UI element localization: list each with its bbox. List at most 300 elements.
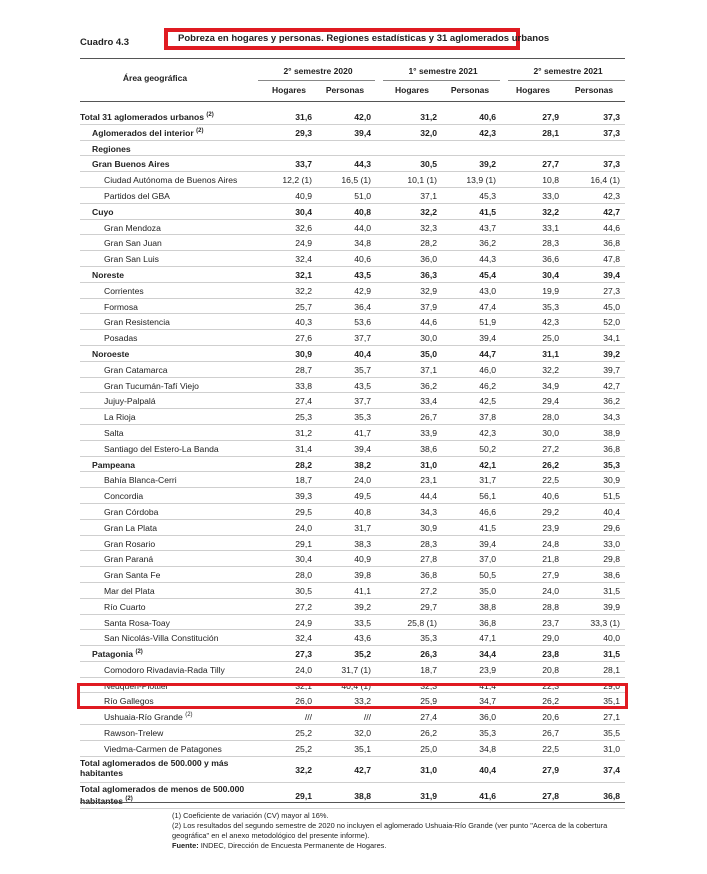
cell-value: 32,2 [420, 206, 437, 217]
cell-value: 35,0 [479, 585, 496, 596]
table-row [80, 235, 625, 251]
table-row [80, 472, 625, 488]
footnote-ref: (2) [185, 712, 193, 719]
row-label [92, 349, 129, 359]
cell-value: 44,0 [354, 222, 371, 233]
cell-value: 43,7 [479, 222, 496, 233]
row-label [92, 128, 203, 138]
row-label-text: Gran Santa Fe [104, 570, 161, 581]
footnote-ref: (2) [125, 795, 133, 802]
row-label-text: Gran Rosario [104, 538, 156, 549]
top-rule [80, 58, 625, 59]
cell-value: 27,8 [542, 790, 559, 801]
cell-value: 53,6 [354, 317, 371, 328]
cell-value: 38,9 [603, 427, 620, 438]
cell-value: 33,3 (1) [590, 617, 620, 628]
cell-value: /// [363, 712, 371, 723]
cell-value: 28,3 [420, 538, 437, 549]
table-row [80, 504, 625, 520]
cell-value: 51,5 [603, 491, 620, 502]
cell-value: 31,6 [295, 112, 312, 122]
footnote-ref: (2) [135, 649, 143, 656]
cell-value: 27,4 [420, 712, 437, 723]
source-note [172, 841, 632, 851]
cell-value: 32,3 [420, 680, 437, 691]
cell-value: 29,4 [542, 396, 559, 407]
cell-value: 52,0 [603, 317, 620, 328]
table-row [80, 551, 625, 567]
cell-value: 36,8 [603, 238, 620, 249]
row-label [104, 175, 237, 185]
cell-value: 13,9 (1) [466, 175, 496, 186]
cell-value: 19,9 [542, 285, 559, 296]
cell-value: 27,2 [420, 585, 437, 596]
cell-value: 38,6 [603, 570, 620, 581]
row-label-text: Gran Tucumán-Tafí Viejo [104, 380, 199, 391]
cell-value: 40,6 [479, 112, 496, 122]
cell-value: 46,0 [479, 364, 496, 375]
cell-value: 23,1 [420, 475, 437, 486]
cell-value: 47,1 [479, 633, 496, 644]
cell-value: 36,0 [420, 254, 437, 265]
footnote-2: (2) Los resultados del segundo semestre de 2020 no incluyen el aglomerado Ushuaia-Río Grande (ver punto "Acerca de la cobertura geográfica" en el anexo metodológico del presente informe). [172, 821, 608, 840]
cell-value: 33,1 [542, 222, 559, 233]
cell-value: 40,6 [542, 491, 559, 502]
cell-value: 36,6 [542, 254, 559, 265]
cell-value: 37,7 [354, 333, 371, 344]
cell-value: 51,9 [479, 317, 496, 328]
row-label [104, 712, 193, 722]
table-row [80, 409, 625, 425]
table-row [80, 488, 625, 504]
cell-value: 30,4 [295, 206, 312, 217]
col-header: Hogares [271, 85, 306, 95]
cell-value: 26,2 [542, 459, 559, 470]
table-row [80, 251, 625, 267]
cell-value: 39,4 [479, 538, 496, 549]
cell-value: 40,4 (1) [341, 680, 371, 691]
cell-value: 31,4 [295, 443, 312, 454]
cell-value: 29,7 [420, 601, 437, 612]
cell-value: 36,8 [420, 570, 437, 581]
row-label-text: Río Cuarto [104, 601, 146, 612]
row-label-text: Posadas [104, 333, 138, 344]
cell-value: 27,9 [542, 112, 559, 122]
row-label-text: San Nicolás-Villa Constitución [104, 633, 219, 644]
row-label [104, 570, 160, 580]
cell-value: 36,4 [354, 301, 371, 312]
table-row [80, 299, 625, 315]
source-label: Fuente: [172, 841, 199, 850]
cell-value: 26,3 [420, 649, 437, 660]
cell-value: 33,0 [603, 538, 620, 549]
group-rule [508, 80, 625, 81]
table-row [80, 725, 625, 741]
row-label [104, 475, 177, 485]
table-row [80, 314, 625, 330]
cell-value: 29,1 [295, 790, 312, 801]
cell-value: 35,5 [603, 728, 620, 739]
cell-value: 40,0 [603, 633, 620, 644]
row-label-text: Gran Resistencia [104, 317, 170, 328]
row-label-text: Gran Paraná [104, 554, 154, 565]
cell-value: 40,4 [354, 348, 371, 359]
table-row [80, 662, 625, 678]
cell-value: 25,8 (1) [407, 617, 437, 628]
cell-value: 27,9 [542, 764, 559, 775]
footnote-1: (1) Coeficiente de variación (CV) mayor al 16%. [172, 811, 329, 820]
table-row [80, 393, 625, 409]
row-label-text: Rawson-Trelew [104, 728, 164, 739]
cell-value: 31,1 [542, 348, 559, 359]
cell-value: 42,7 [603, 206, 620, 217]
footnote-ref: (2) [196, 127, 204, 134]
cell-value: 44,3 [479, 254, 496, 265]
row-label [104, 412, 136, 422]
cell-value: 22,5 [542, 475, 559, 486]
cell-value: 27,7 [542, 159, 559, 170]
cell-value: 37,1 [420, 364, 437, 375]
cell-value: 33,5 [354, 617, 371, 628]
cell-value: 36,8 [479, 617, 496, 628]
cell-value: 25,0 [420, 743, 437, 754]
cell-value: 35,3 [420, 633, 437, 644]
cell-value: 45,4 [479, 269, 496, 280]
table-row [80, 457, 625, 473]
cell-value: 34,9 [542, 380, 559, 391]
footnote-ref: (2) [206, 112, 214, 119]
cell-value: 32,0 [354, 728, 371, 739]
cell-value: 29,6 [603, 522, 620, 533]
cell-value: 27,3 [295, 649, 312, 660]
row-label [92, 144, 131, 154]
row-label-text: Gran Córdoba [104, 506, 159, 517]
cell-value: 25,3 [295, 412, 312, 423]
cell-value: 44,3 [354, 159, 371, 170]
cell-value: 31,7 (1) [341, 664, 371, 675]
cell-value: 35,1 [354, 743, 371, 754]
cell-value: 39,7 [603, 364, 620, 375]
row-label [92, 460, 135, 470]
col-header: Hogares [394, 85, 429, 95]
cell-value: 36,8 [603, 443, 620, 454]
cell-value: 31,2 [295, 427, 312, 438]
cell-value: 24,8 [542, 538, 559, 549]
footnotes [172, 811, 632, 851]
cell-value: 27,2 [542, 443, 559, 454]
cell-value: 40,6 [354, 254, 371, 265]
cell-value: 42,7 [354, 764, 371, 775]
cell-value: 20,6 [542, 712, 559, 723]
cell-value: 22,5 [542, 743, 559, 754]
cell-value: 39,4 [603, 269, 620, 280]
period-header-1: 2° semestre 2020 [283, 66, 353, 76]
row-label-text: Gran Mendoza [104, 222, 161, 233]
row-label-text: Regiones [92, 143, 131, 154]
row-label [92, 649, 143, 659]
group-rule [383, 80, 500, 81]
cell-value: 44,6 [603, 222, 620, 233]
row-label [104, 728, 163, 738]
cell-value: 21,8 [542, 554, 559, 565]
row-label [80, 112, 214, 122]
cell-value: 34,1 [603, 333, 620, 344]
cell-value: 37,7 [354, 396, 371, 407]
row-label-text: Ushuaia-Río Grande [104, 712, 183, 723]
cell-value: 36,2 [603, 396, 620, 407]
cell-value: 40,4 [479, 764, 496, 775]
cell-value: 28,2 [295, 459, 312, 470]
cell-value: 40,8 [354, 506, 371, 517]
cell-value: 33,0 [542, 190, 559, 201]
row-label-text: Patagonia [92, 649, 134, 660]
cell-value: 32,2 [542, 364, 559, 375]
cell-value: 30,5 [420, 159, 437, 170]
cell-value: 41,7 [354, 427, 371, 438]
table-title: Pobreza en hogares y personas. Regiones estadísticas y 31 aglomerados urbanos [164, 28, 520, 50]
cell-value: 24,9 [295, 238, 312, 249]
cell-value: 36,2 [420, 380, 437, 391]
cell-value: 29,8 [603, 554, 620, 565]
cell-value: 35,2 [354, 649, 371, 660]
table-row [80, 783, 625, 809]
row-label [104, 223, 161, 233]
col-header: Personas [325, 85, 365, 95]
cell-value: 39,9 [603, 601, 620, 612]
cell-value: 16,5 (1) [341, 175, 371, 186]
cell-value: 30,0 [542, 427, 559, 438]
cell-value: 33,4 [420, 396, 437, 407]
row-label [80, 758, 250, 778]
table-row [80, 441, 625, 457]
table-row [80, 599, 625, 615]
row-label-text: Gran La Plata [104, 522, 158, 533]
group-rule [258, 80, 375, 81]
row-label-text: Jujuy-Palpalá [104, 396, 156, 407]
table-row [80, 346, 625, 362]
row-label-text: Gran Catamarca [104, 364, 168, 375]
cell-value: 33,8 [295, 380, 312, 391]
cell-value: 31,0 [603, 743, 620, 754]
cell-value: 26,7 [542, 728, 559, 739]
cell-value: 31,2 [420, 112, 437, 122]
cell-value: 42,3 [542, 317, 559, 328]
cell-value: 31,7 [479, 475, 496, 486]
cell-value: 43,5 [354, 269, 371, 280]
cell-value: 29,5 [295, 506, 312, 517]
cell-value: 28,1 [542, 127, 559, 138]
cell-value: 28,8 [542, 601, 559, 612]
row-label [104, 286, 144, 296]
cell-value: 39,4 [354, 443, 371, 454]
cell-value: 39,2 [354, 601, 371, 612]
cell-value: 38,8 [479, 601, 496, 612]
cell-value: 39,2 [479, 159, 496, 170]
cell-value: 28,0 [542, 412, 559, 423]
table-row [80, 283, 625, 299]
row-label-text: La Rioja [104, 412, 136, 423]
row-label-text: Mar del Plata [104, 585, 155, 596]
cell-value: 29,2 [542, 506, 559, 517]
cell-value: 25,9 [420, 696, 437, 707]
row-label-text: Formosa [104, 301, 138, 312]
row-label [104, 396, 156, 406]
row-label [104, 507, 158, 517]
cell-value: 31,0 [420, 459, 437, 470]
table-row [80, 630, 625, 646]
table-row [80, 156, 625, 172]
cell-value: 35,3 [603, 459, 620, 470]
cell-value: 35,3 [479, 728, 496, 739]
row-label-text: Total aglomerados de 500.000 y más habitantes [80, 757, 229, 778]
row-label [104, 539, 155, 549]
row-label [104, 618, 170, 628]
col-header: Personas [574, 85, 614, 95]
cell-value: 41,5 [479, 522, 496, 533]
cell-value: 39,2 [603, 348, 620, 359]
cell-value: 32,3 [420, 222, 437, 233]
cell-value: 40,4 [603, 506, 620, 517]
table-row [80, 536, 625, 552]
cell-value: 30,9 [295, 348, 312, 359]
cell-value: 28,7 [295, 364, 312, 375]
cell-value: 24,0 [295, 664, 312, 675]
cell-value: 32,2 [295, 764, 312, 775]
cell-value: 40,9 [354, 554, 371, 565]
cell-value: 36,2 [479, 238, 496, 249]
cell-value: 32,1 [295, 680, 312, 691]
cell-value: 27,2 [295, 601, 312, 612]
cell-value: 31,5 [603, 585, 620, 596]
col-header: Hogares [515, 85, 550, 95]
cell-value: 37,3 [603, 112, 620, 122]
row-label-text: Gran San Juan [104, 238, 162, 249]
cell-value: 24,0 [295, 522, 312, 533]
cell-value: 39,4 [479, 333, 496, 344]
table-row [80, 741, 625, 757]
cell-value: 33,2 [354, 696, 371, 707]
source-text: INDEC, Dirección de Encuesta Permanente de Hogares. [200, 841, 387, 850]
table-row [80, 425, 625, 441]
row-label-text: Santiago del Estero-La Banda [104, 443, 219, 454]
row-label-text: Gran San Luis [104, 254, 159, 265]
cell-value: 32,9 [420, 285, 437, 296]
row-label [104, 365, 168, 375]
table-row [80, 330, 625, 346]
cell-value: 32,0 [420, 127, 437, 138]
cell-value: 33,7 [295, 159, 312, 170]
row-label-text: Viedma-Carmen de Patagones [104, 743, 222, 754]
cell-value: 38,8 [354, 790, 371, 801]
cell-value: 32,2 [295, 285, 312, 296]
row-label-text: Comodoro Rivadavia-Rada Tilly [104, 664, 225, 675]
cell-value: 10,1 (1) [407, 175, 437, 186]
cell-value: 33,9 [420, 427, 437, 438]
cell-value: 36,0 [479, 712, 496, 723]
cell-value: 32,4 [295, 633, 312, 644]
cell-value: 35,7 [354, 364, 371, 375]
cell-value: 34,8 [354, 238, 371, 249]
cell-value: 36,8 [603, 790, 620, 801]
cell-value: 39,8 [354, 570, 371, 581]
row-label-text: Salta [104, 427, 124, 438]
cell-value: 37,4 [603, 764, 620, 775]
cell-value: 26,0 [295, 696, 312, 707]
row-label [104, 317, 170, 327]
cell-value: 29,3 [295, 127, 312, 138]
row-label-text: Cuyo [92, 206, 114, 217]
cell-value: 45,3 [479, 190, 496, 201]
cell-value: 12,2 (1) [282, 175, 312, 186]
cell-value: 16,4 (1) [590, 175, 620, 186]
table-row [80, 172, 625, 188]
cell-value: 10,8 [542, 175, 559, 186]
row-label [104, 302, 138, 312]
row-label [104, 191, 170, 201]
row-label-text: Total 31 aglomerados urbanos [80, 112, 205, 122]
row-label [104, 381, 199, 391]
cell-value: 42,3 [479, 427, 496, 438]
cell-value: 25,0 [542, 333, 559, 344]
table-number: Cuadro 4.3 [80, 37, 130, 48]
cell-value: 41,1 [354, 585, 371, 596]
row-label-text: Concordia [104, 491, 144, 502]
row-label-text: Pampeana [92, 459, 135, 470]
cell-value: 37,8 [479, 412, 496, 423]
cell-value: 44,7 [479, 348, 496, 359]
row-label [92, 207, 113, 217]
cell-value: 26,2 [420, 728, 437, 739]
table-row [80, 220, 625, 236]
cell-value: 28,3 [542, 238, 559, 249]
cell-value: 38,2 [354, 459, 371, 470]
highlight-box [77, 680, 628, 709]
cell-value: 34,3 [420, 506, 437, 517]
col-header: Personas [450, 85, 490, 95]
cell-value: 35,3 [542, 301, 559, 312]
cell-value: 35,3 [354, 412, 371, 423]
cell-value: 46,6 [479, 506, 496, 517]
cell-value: 47,8 [603, 254, 620, 265]
cell-value: 30,9 [420, 522, 437, 533]
cell-value: 35,1 [603, 696, 620, 707]
cell-value: 50,2 [479, 443, 496, 454]
cell-value: 51,0 [354, 190, 371, 201]
cell-value: 25,2 [295, 728, 312, 739]
table-row [80, 204, 625, 220]
cell-value: 47,4 [479, 301, 496, 312]
row-label-text: Santa Rosa-Toay [104, 617, 170, 628]
cell-value: 29,1 [295, 538, 312, 549]
row-label-text: Noreste [92, 269, 124, 280]
cell-value: 30,9 [603, 475, 620, 486]
row-label [104, 254, 159, 264]
area-header: Área geográfica [122, 73, 188, 83]
cell-value: 37,9 [420, 301, 437, 312]
cell-value: 27,3 [603, 285, 620, 296]
cell-value: 30,5 [295, 585, 312, 596]
cell-value: 37,1 [420, 190, 437, 201]
row-label [104, 428, 124, 438]
cell-value: 40,9 [295, 190, 312, 201]
table-row [80, 109, 625, 125]
cell-value: 37,3 [603, 159, 620, 170]
cell-value: 41,4 [479, 680, 496, 691]
cell-value: 28,0 [295, 570, 312, 581]
cell-value: 56,1 [479, 491, 496, 502]
row-label-text: Ciudad Autónoma de Buenos Aires [104, 175, 238, 186]
cell-value: 26,2 [542, 696, 559, 707]
